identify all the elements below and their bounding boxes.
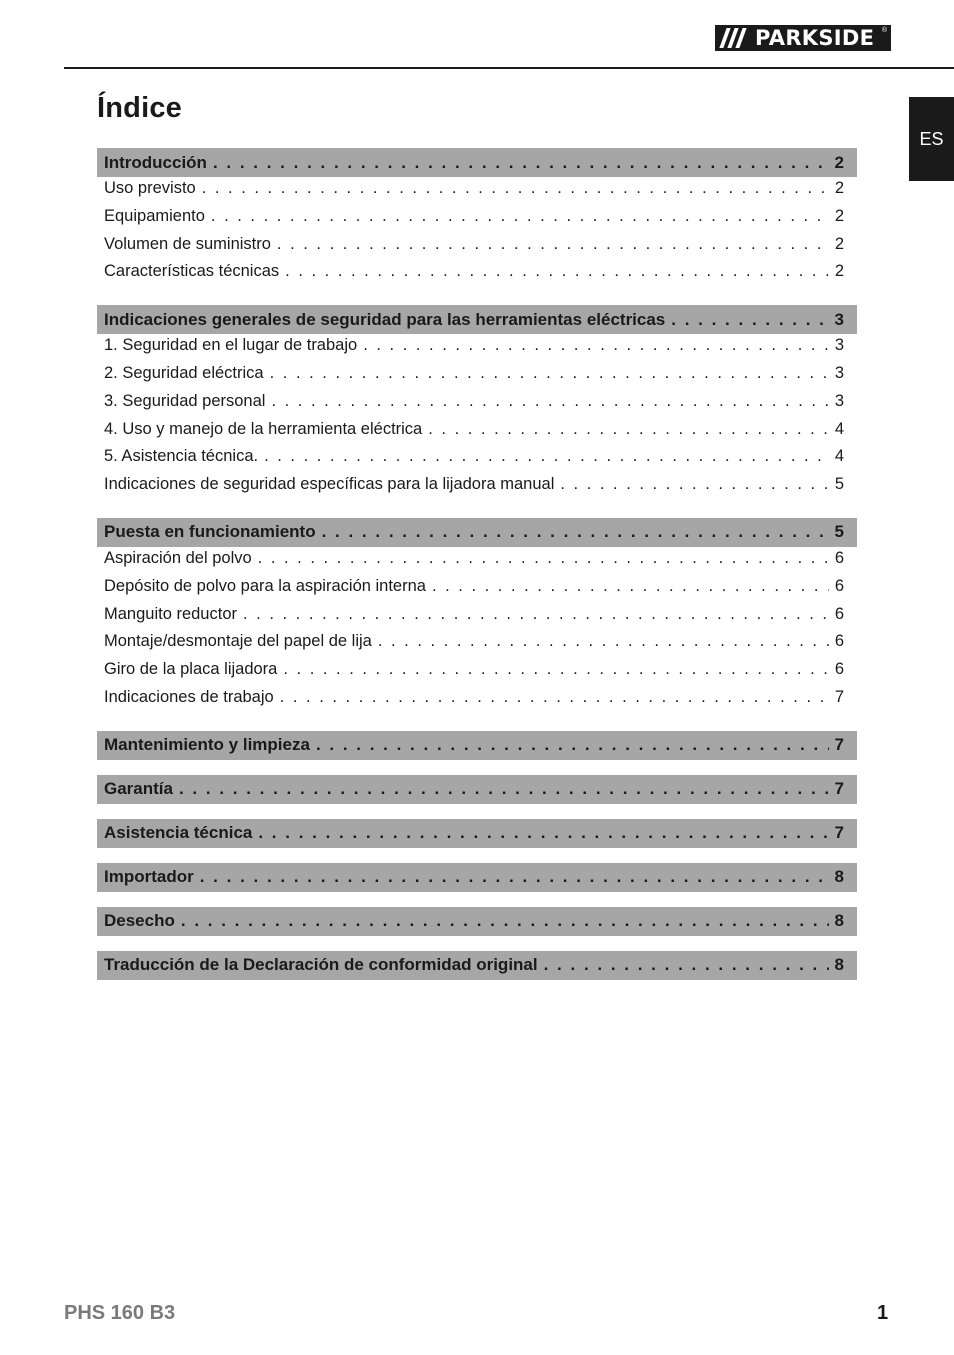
toc-heading-label: Puesta en funcionamiento xyxy=(104,522,316,542)
toc-heading-page: 8 xyxy=(834,955,844,975)
toc-leader-dots xyxy=(258,823,828,843)
toc-entry-page: 2 xyxy=(834,206,844,225)
toc-section xyxy=(97,775,857,804)
toc-entry[interactable] xyxy=(104,688,844,716)
toc-entry-label: 4. Uso y manejo de la herramienta eléctrica xyxy=(104,419,423,438)
toc-entry-label: Volumen de suministro xyxy=(104,234,271,253)
toc-entry-page: 3 xyxy=(834,391,844,410)
toc-section-heading[interactable] xyxy=(97,863,857,892)
toc-leader-dots xyxy=(277,235,829,254)
toc-entry[interactable] xyxy=(104,336,844,364)
page-title: Índice xyxy=(97,92,182,124)
toc-entry[interactable] xyxy=(104,605,844,633)
toc-section-heading[interactable] xyxy=(97,951,857,980)
language-code: ES xyxy=(919,128,944,149)
toc-leader-dots xyxy=(179,779,829,799)
toc-section-heading[interactable] xyxy=(97,907,857,936)
toc-leader-dots xyxy=(271,392,828,411)
toc-heading-label: Indicaciones generales de seguridad para las herramientas eléctricas xyxy=(104,309,666,329)
toc-entry[interactable] xyxy=(104,632,844,660)
toc-section xyxy=(97,819,857,848)
brand-logo xyxy=(715,25,891,51)
toc-section xyxy=(97,863,857,892)
header-rule xyxy=(64,67,954,69)
toc-leader-dots xyxy=(280,688,829,707)
toc-heading-page: 7 xyxy=(834,823,844,843)
toc-entry-label: Uso previsto xyxy=(104,179,196,197)
toc-entry-label: 1. Seguridad en el lugar de trabajo xyxy=(104,336,358,355)
toc-heading-label: Traducción de la Declaración de conformidad original xyxy=(104,955,538,975)
toc-entry-label: Indicaciones de trabajo xyxy=(104,687,274,706)
toc-heading-label: Importador xyxy=(104,867,194,887)
toc-entry-label: Características técnicas xyxy=(104,262,280,281)
toc-entry-label: 2. Seguridad eléctrica xyxy=(104,363,264,382)
toc-leader-dots xyxy=(243,605,829,624)
toc-leader-dots xyxy=(258,549,829,568)
toc-entry-page: 3 xyxy=(834,363,844,382)
toc-section xyxy=(97,305,857,503)
toc-leader-dots xyxy=(285,262,829,281)
toc-entry-page: 6 xyxy=(834,660,844,679)
toc-entry[interactable] xyxy=(104,577,844,605)
toc-section-heading[interactable] xyxy=(97,731,857,760)
toc-section xyxy=(97,148,857,290)
toc-heading-label: Mantenimiento y limpieza xyxy=(104,735,310,755)
toc-heading-page: 7 xyxy=(834,735,844,755)
toc-leader-dots xyxy=(181,911,829,931)
toc-leader-dots xyxy=(432,577,829,596)
toc-section xyxy=(97,907,857,936)
toc-leader-dots xyxy=(283,660,828,679)
toc-entry-label: Indicaciones de seguridad específicas para la lijadora manual xyxy=(104,475,555,494)
toc-entry-label: Depósito de polvo para la aspiración interna xyxy=(104,576,426,595)
toc-entry-page: 2 xyxy=(834,262,844,281)
toc-entry-page: 5 xyxy=(834,475,844,494)
toc-leader-dots xyxy=(671,310,828,330)
toc-heading-label: Garantía xyxy=(104,779,173,799)
toc-heading-label: Asistencia técnica xyxy=(104,823,253,843)
toc-sub-list xyxy=(97,549,857,716)
toc-leader-dots xyxy=(264,447,829,466)
toc-entry-page: 4 xyxy=(834,419,844,438)
toc-entry[interactable] xyxy=(104,179,844,207)
toc-section-heading[interactable] xyxy=(97,775,857,804)
toc-leader-dots xyxy=(378,632,829,651)
toc-leader-dots xyxy=(213,153,829,173)
toc-entry[interactable] xyxy=(104,475,844,503)
brand-name: PARKSIDE xyxy=(755,26,875,50)
toc-entry-page: 2 xyxy=(834,179,844,197)
toc-leader-dots xyxy=(428,420,829,439)
toc-entry[interactable] xyxy=(104,420,844,448)
toc-entry-label: 5. Asistencia técnica. xyxy=(104,447,259,466)
toc-entry[interactable] xyxy=(104,235,844,263)
toc-leader-dots xyxy=(363,336,829,355)
toc-entry-label: Equipamiento xyxy=(104,206,205,225)
logo-stripes-icon xyxy=(715,25,755,51)
toc-sub-list xyxy=(97,179,857,290)
toc-sub-list xyxy=(97,336,857,503)
toc-leader-dots xyxy=(200,867,829,887)
toc-entry-page: 6 xyxy=(834,604,844,623)
toc-entry-label: 3. Seguridad personal xyxy=(104,391,266,410)
toc-leader-dots xyxy=(270,364,829,383)
toc-entry[interactable] xyxy=(104,392,844,420)
toc-section-heading[interactable] xyxy=(97,819,857,848)
toc-entry[interactable] xyxy=(104,364,844,392)
toc-entry-page: 7 xyxy=(834,687,844,706)
footer-model: PHS 160 B3 xyxy=(64,1302,176,1324)
toc-heading-page: 3 xyxy=(834,309,844,329)
toc-heading-page: 5 xyxy=(834,522,844,542)
toc-section xyxy=(97,951,857,980)
toc-heading-label: Introducción xyxy=(104,152,207,172)
toc-entry-page: 6 xyxy=(834,576,844,595)
toc-entry[interactable] xyxy=(104,549,844,577)
footer-page-number: 1 xyxy=(877,1302,889,1324)
toc-entry[interactable] xyxy=(104,262,844,290)
toc-entry[interactable] xyxy=(104,660,844,688)
toc-entry-page: 3 xyxy=(834,336,844,355)
toc-entry-label: Giro de la placa lijadora xyxy=(104,660,278,679)
toc-heading-page: 8 xyxy=(834,911,844,931)
toc-heading-page: 8 xyxy=(834,867,844,887)
toc-entry[interactable] xyxy=(104,207,844,235)
toc-entry-page: 6 xyxy=(834,548,844,567)
toc-section-heading[interactable] xyxy=(97,518,857,547)
toc-section-heading[interactable] xyxy=(97,148,857,177)
toc-leader-dots xyxy=(322,522,829,542)
toc-leader-dots xyxy=(560,475,828,494)
toc-leader-dots xyxy=(544,955,829,975)
toc-entry-page: 2 xyxy=(834,234,844,253)
table-of-contents xyxy=(97,148,857,995)
toc-leader-dots xyxy=(316,735,829,755)
toc-entry-page: 6 xyxy=(834,632,844,651)
toc-entry-label: Montaje/desmontaje del papel de lija xyxy=(104,632,372,651)
toc-entry-page: 4 xyxy=(834,447,844,466)
toc-heading-page: 2 xyxy=(834,152,844,172)
language-tab xyxy=(909,97,954,181)
toc-leader-dots xyxy=(211,207,829,226)
toc-entry[interactable] xyxy=(104,447,844,475)
toc-section xyxy=(97,518,857,716)
toc-entry-label: Manguito reductor xyxy=(104,604,237,623)
toc-entry-label: Aspiración del polvo xyxy=(104,548,252,567)
toc-leader-dots xyxy=(202,179,829,198)
registered-mark: ® xyxy=(881,27,887,34)
toc-section xyxy=(97,731,857,760)
toc-heading-label: Desecho xyxy=(104,911,175,931)
toc-heading-page: 7 xyxy=(834,779,844,799)
toc-section-heading[interactable] xyxy=(97,305,857,334)
